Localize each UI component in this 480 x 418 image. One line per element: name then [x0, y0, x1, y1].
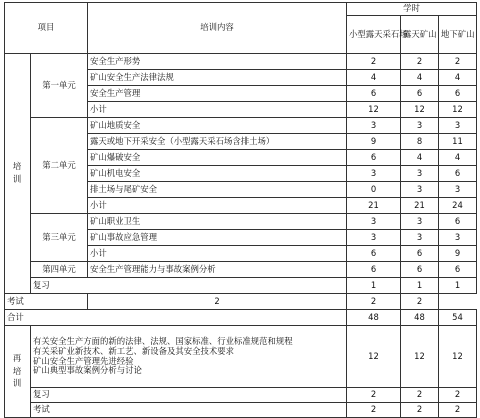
row-value-open: 6: [401, 86, 439, 102]
header-row: [5, 3, 477, 16]
row-value-under: 3: [439, 230, 477, 246]
header-hours: 学时: [347, 3, 477, 16]
table-row: [5, 214, 477, 230]
row-value-open: 1: [401, 278, 439, 294]
row-value-open: 3: [401, 166, 439, 182]
row-value-open: 3: [401, 230, 439, 246]
row-value-open: 48: [401, 310, 439, 326]
row-content: 小计: [88, 198, 347, 214]
table-row: [5, 310, 477, 326]
row-value-under: 6: [439, 262, 477, 278]
row-content: 排土场与尾矿安全: [88, 182, 347, 198]
row-value-under: 2: [401, 294, 439, 310]
exam-label: 考试: [5, 294, 88, 310]
row-value-open: 12: [401, 326, 439, 388]
row-content: 安全生产形势: [88, 54, 347, 70]
row-value-small: 6: [347, 246, 401, 262]
header-small-quarry: 小型露天采石场: [347, 16, 401, 54]
table-row: [5, 403, 477, 418]
row-content: 安全生产管理能力与事故案例分析: [88, 262, 347, 278]
row-value-small: 21: [347, 198, 401, 214]
retraining-line: 矿山典型事故案例分析与讨论: [33, 365, 142, 376]
table-row: [5, 326, 477, 388]
row-value-open: 3: [401, 182, 439, 198]
retraining-line: 有关采矿业新技术、新工艺、新设备及其安全技术要求: [33, 345, 234, 356]
unit2-label: 第二单元: [31, 118, 88, 214]
total-label: 合计: [5, 310, 347, 326]
row-value-small: 12: [347, 326, 401, 388]
table-row: [5, 118, 477, 134]
row-value-open: 12: [401, 102, 439, 118]
row-value-under: 54: [439, 310, 477, 326]
row-value-under: 2: [439, 388, 477, 403]
table-row: [5, 262, 477, 278]
row-value-under: 12: [439, 102, 477, 118]
row-value-small: 2: [347, 54, 401, 70]
row-value-small: 48: [347, 310, 401, 326]
row-value-small: 3: [347, 214, 401, 230]
row-value-open: 4: [401, 70, 439, 86]
row-content: 矿山安全生产法律法规: [88, 70, 347, 86]
row-value-under: 6: [439, 214, 477, 230]
header-open-pit: 露天矿山: [401, 16, 439, 54]
row-value-under: 6: [439, 86, 477, 102]
row-value-under: 4: [439, 150, 477, 166]
row-value-under: 4: [439, 70, 477, 86]
row-content: 矿山事故应急管理: [88, 230, 347, 246]
row-value-open: 8: [401, 134, 439, 150]
retraining-content: [31, 326, 347, 388]
row-value-under: 9: [439, 246, 477, 262]
row-value-under: 3: [439, 182, 477, 198]
training-hours-table: [4, 2, 477, 418]
row-value-under: 6: [439, 166, 477, 182]
row-value-small: 3: [347, 118, 401, 134]
header-content: 培训内容: [88, 3, 347, 54]
row-value-under: 3: [439, 118, 477, 134]
header-item: 项目: [5, 3, 88, 54]
row-value-under: 2: [439, 403, 477, 418]
row-value-small: 2: [88, 294, 347, 310]
row-value-open: 21: [401, 198, 439, 214]
row-value-under: 12: [439, 326, 477, 388]
row-value-open: 3: [401, 118, 439, 134]
row-value-under: 11: [439, 134, 477, 150]
training-section-label: 培 训: [5, 54, 31, 294]
review-label: 复习: [31, 278, 347, 294]
retraining-line: 有关安全生产方面的新的法律、法规、国家标准、行业标准规范和规程: [33, 336, 293, 347]
row-value-small: 4: [347, 70, 401, 86]
row-content: 露天或地下开采安全（小型露天采石场含排土场）: [88, 134, 347, 150]
training-schedule: [4, 2, 476, 415]
table-row: [5, 388, 477, 403]
row-value-open: 2: [401, 388, 439, 403]
row-value-open: 4: [401, 150, 439, 166]
row-value-small: 0: [347, 182, 401, 198]
unit3-label: 第三单元: [31, 214, 88, 262]
header-underground: 地下矿山: [439, 16, 477, 54]
row-value-open: 3: [401, 214, 439, 230]
retraining-exam-label: 考试: [31, 403, 347, 418]
row-value-open: 2: [401, 54, 439, 70]
row-value-small: 3: [347, 166, 401, 182]
row-value-small: 12: [347, 102, 401, 118]
retraining-line: 矿山安全生产管理先进经验: [33, 355, 134, 366]
row-value-under: 2: [439, 54, 477, 70]
row-content: 安全生产管理: [88, 86, 347, 102]
row-value-open: 6: [401, 262, 439, 278]
row-content: 矿山爆破安全: [88, 150, 347, 166]
retraining-review-label: 复习: [31, 388, 347, 403]
row-value-small: 2: [347, 388, 401, 403]
row-value-small: 6: [347, 150, 401, 166]
row-value-small: 6: [347, 262, 401, 278]
row-value-small: 2: [347, 403, 401, 418]
row-value-small: 6: [347, 86, 401, 102]
row-value-open: 6: [401, 246, 439, 262]
row-content: 矿山机电安全: [88, 166, 347, 182]
row-value-small: 3: [347, 230, 401, 246]
row-content: 矿山地质安全: [88, 118, 347, 134]
row-value-under: 24: [439, 198, 477, 214]
row-value-open: 2: [401, 403, 439, 418]
row-value-open: 2: [347, 294, 401, 310]
row-content: 小计: [88, 102, 347, 118]
unit4-label: 第四单元: [31, 262, 88, 278]
row-value-small: 9: [347, 134, 401, 150]
unit1-label: 第一单元: [31, 54, 88, 118]
row-value-small: 1: [347, 278, 401, 294]
row-content: 小计: [88, 246, 347, 262]
table-row: [5, 278, 477, 294]
retraining-section-label: 再 培 训: [5, 326, 31, 418]
row-value-under: 1: [439, 278, 477, 294]
table-row: [5, 54, 477, 70]
row-content: 矿山职业卫生: [88, 214, 347, 230]
table-row: [5, 294, 477, 310]
